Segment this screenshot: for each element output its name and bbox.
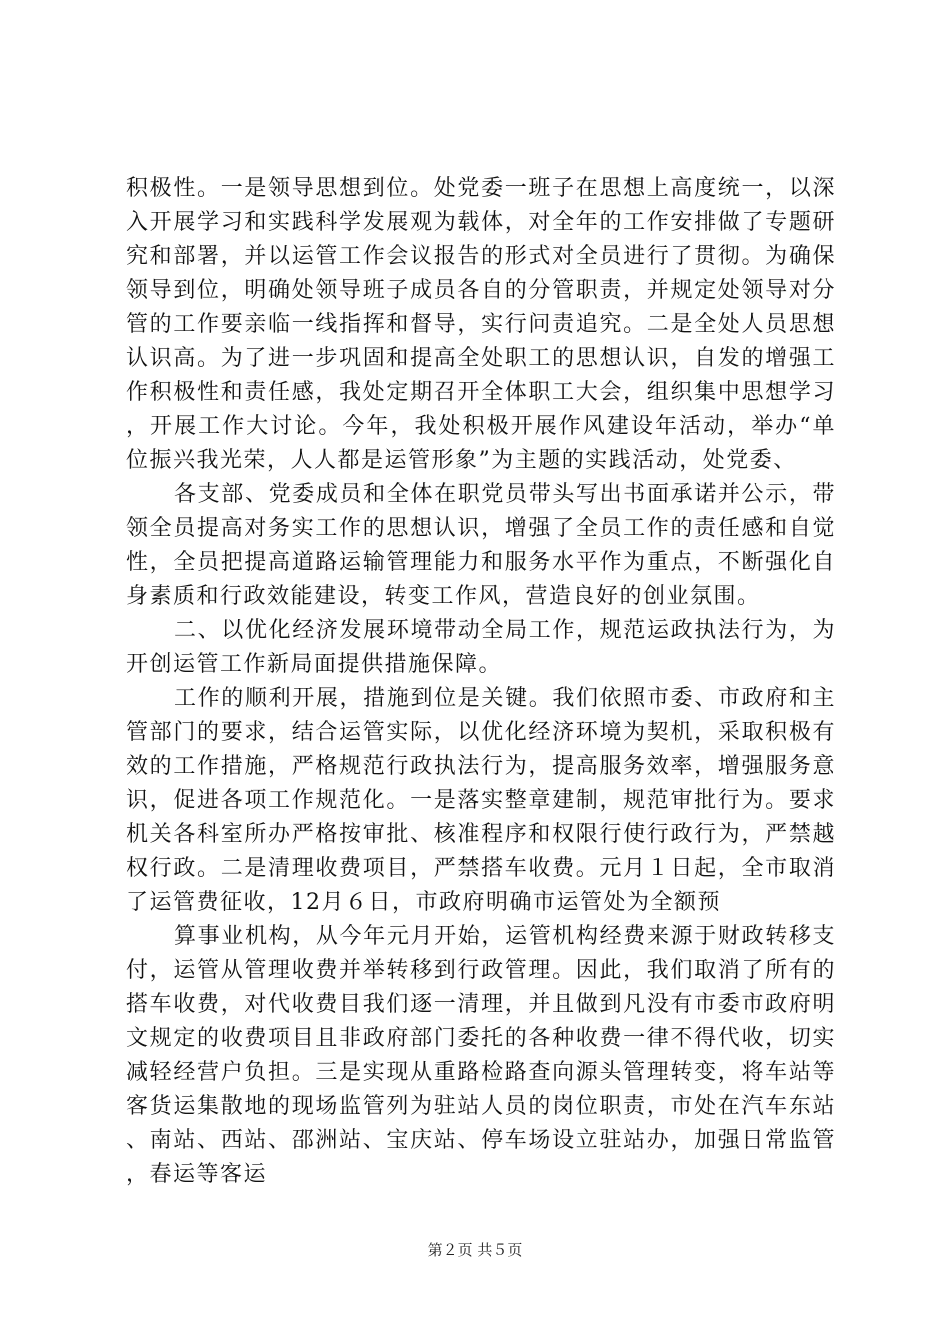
paragraph-3: 工作的顺利开展，措施到位是关键。我们依照市委、市政府和主管部门的要求，结合运管实际，以优化经济环境为契机，采取积极有效的工作措施，严格规范行政执法行为，提高服务效率，增强服务意识，促进各项工作规范化。一是落实整章建制，规范审批行为。要求机关各科室所办严格按审批、核准程序和权限行使行政行为，严禁越权行政。二是清理收费项目，严禁搭车收费。元月１日起，全市取消了运管费征收，12月６日，市政府明确市运管处为全额预 (126, 686, 836, 915)
section-heading-2: 二、以优化经济发展环境带动全局工作，规范运政执法行为，为开创运管工作新局面提供措施保障。 (126, 618, 836, 677)
document-body (126, 172, 836, 1192)
paragraph-4: 算事业机构，从今年元月开始，运管机构经费来源于财政转移支付，运管从管理收费并举转移到行政管理。因此，我们取消了所有的搭车收费，对代收费目我们逐一清理，并且做到凡没有市委市政府明文规定的收费项目且非政府部门委托的各种收费一律不得代收，切实减轻经营户负担。三是实现从重路检路查向源头管理转变，将车站等客货运集散地的现场监管列为驻站人员的岗位职责，市处在汽车东站、南站、西站、邵洲站、宝庆站、停车场设立驻站办，加强日常监管，春运等客运 (126, 924, 836, 1187)
page-number-footer: 第２页 共５页 (427, 1241, 523, 1259)
paragraph-2: 各支部、党委成员和全体在职党员带头写出书面承诺并公示，带领全员提高对务实工作的思想认识，增强了全员工作的责任感和自觉性，全员把提高道路运输管理能力和服务水平作为重点，不断强化自身素质和行政效能建设，转变工作风，营造良好的创业氛围。 (126, 482, 836, 609)
paragraph-1: 积极性。一是领导思想到位。处党委一班子在思想上高度统一，以深入开展学习和实践科学发展观为载体，对全年的工作安排做了专题研究和部署，并以运管工作会议报告的形式对全员进行了贯彻。为确保领导到位，明确处领导班子成员各自的分管职责，并规定处领导对分管的工作要亲临一线指挥和督导，实行问责追究。二是全处人员思想认识高。为了进一步巩固和提高全处职工的思想认识，自发的增强工作积极性和责任感，我处定期召开全体职工大会，组织集中思想学习，开展工作大讨论。今年，我处积极开展作风建设年活动，举办“单位振兴我光荣，人人都是运管形象”为主题的实践活动，处党委、 (126, 176, 836, 473)
